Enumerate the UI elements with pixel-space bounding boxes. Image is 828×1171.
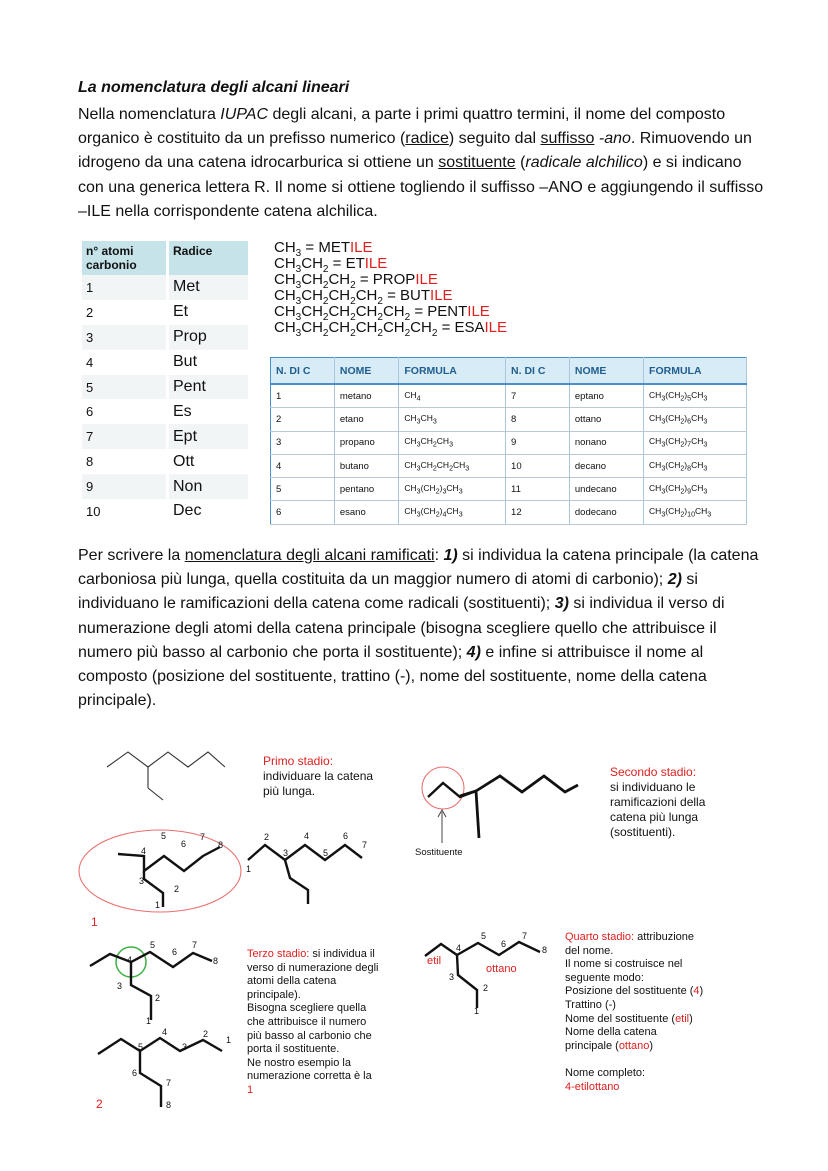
- carbon-number: 1: [474, 1006, 480, 1016]
- suffix-ile: ILE: [430, 286, 453, 304]
- col-header: FORMULA: [399, 358, 506, 385]
- radicale-line: $CH_3CH_2$ = ETILE: [274, 254, 388, 275]
- radicale-line: $CH_3CH_2CH_2CH_2CH_2$ = PENTILE: [274, 302, 490, 323]
- suffix-ile: ILE: [350, 239, 373, 256]
- table-row: 2 etano $CH_3CH_3$ 8 ottano $CH_3(CH_2)_6CH_3$: [271, 408, 747, 431]
- skeletal-chain: [131, 962, 151, 1020]
- col-header: n° atomi carbonio: [82, 241, 168, 275]
- suffix-ile: ILE: [484, 318, 508, 336]
- skeletal-chain: [476, 776, 578, 792]
- table-row: 4 butano $CH_3CH_2CH_2CH_3$ 10 decano $CH_3(CH_2)_8CH_3$: [271, 454, 747, 477]
- carbon-number: 2: [174, 884, 180, 894]
- carbon-number: 7: [522, 931, 528, 941]
- ramificati-paragraph: Per scrivere la nomenclatura degli alcani ramificati: 1) si individua la catena principale (la catena carboniosa più lunga, quella costituita da un maggior numero di atomi di carbonio); 2) si individuano le ramificazioni della catena come radicali (sostituenti); 3) si individua il verso di numerazione degli atomi della catena principale (bisogna scegliere quello che attribuisce il numero più basso al carbonio che porta il sostituente); 4) e infine si attribuisce il nome al composto (posizione del sostituente, trattino (-), nome del sostituente, nome della catena principale).: [78, 547, 759, 710]
- carbon-number: 4: [162, 1027, 168, 1037]
- skeletal-branch: [148, 788, 163, 800]
- carbon-number: 3: [449, 972, 455, 982]
- table-row: 10 Dec: [82, 499, 248, 524]
- carbon-number: 6: [343, 831, 349, 841]
- table-row: 6 Es: [82, 399, 248, 424]
- table-row: 7 Ept: [82, 424, 248, 449]
- etil-label: etil: [427, 955, 442, 967]
- suffix-ile: ILE: [364, 254, 388, 272]
- table-row: 5 pentano $CH_3(CH_2)_3CH_3$ 11 undecano $CH_3(CH_2)_9CH_3$: [271, 478, 747, 501]
- skeletal-branch: [428, 783, 476, 797]
- table-row: 2 Et: [82, 300, 248, 325]
- table-row: 3 Prop: [82, 325, 248, 350]
- carbon-number: 4: [304, 831, 310, 841]
- carbon-number: 2: [155, 993, 161, 1003]
- carbon-number: 8: [218, 840, 224, 850]
- table-row: 3 propano $CH_3CH_2CH_3$ 9 nonano $CH_3(CH_2)_7CH_3$: [271, 431, 747, 454]
- secondo-stadio-title: Secondo stadio:: [610, 765, 697, 779]
- carbon-number: 3: [182, 1042, 188, 1052]
- skeletal-chain: [460, 791, 479, 838]
- table-row: 5 Pent: [82, 375, 248, 400]
- secondo-stadio-line: si individuano le: [610, 780, 696, 794]
- carbon-number: 2: [203, 1029, 209, 1039]
- col-header: NOME: [334, 358, 399, 385]
- table-row: 1 Met: [82, 275, 248, 300]
- col-header: NOME: [569, 358, 643, 385]
- primo-stadio-line: individuare la catena: [263, 769, 374, 783]
- table-row: 6 esano $CH_3(CH_2)_4CH_3$ 12 dodecano $CH_3(CH_2)_{10}CH_3$: [271, 501, 747, 524]
- carbon-number: 1: [246, 864, 252, 874]
- skeletal-chain: [98, 1038, 222, 1054]
- radicale-line: $CH_3CH_2CH_2CH_2CH_2CH_2$ = ESAILE: [274, 318, 508, 339]
- carbon-number: 1: [226, 1035, 232, 1045]
- numbering-label-1: 1: [91, 915, 98, 929]
- col-header: N. DI C: [271, 358, 335, 385]
- suffix-ile: ILE: [467, 302, 490, 320]
- carbon-number: 6: [132, 1068, 138, 1078]
- secondo-stadio-line: (sostituenti).: [610, 825, 676, 839]
- carbon-number: 5: [323, 848, 329, 858]
- numbering-label-2: 2: [96, 1097, 103, 1111]
- radicale-line: $CH_3CH_2CH_2CH_2$ = BUTILE: [274, 286, 453, 307]
- table-row: 1 metano $CH_4$ 7 eptano $CH_3(CH_2)_5CH_3$: [271, 384, 747, 408]
- table-row: 4 But: [82, 350, 248, 375]
- skeletal-chain: [285, 860, 308, 904]
- skeletal-chain: [457, 955, 477, 1008]
- radicale-line: $CH_3CH_2CH_2$ = PROPILE: [274, 270, 438, 291]
- carbon-number: 5: [161, 831, 167, 841]
- primo-stadio-title: Primo stadio:: [263, 754, 334, 768]
- carbon-number: 6: [172, 947, 178, 957]
- carbon-number: 3: [283, 848, 289, 858]
- skeletal-chain: [248, 845, 362, 860]
- skeletal-chain: [118, 847, 220, 871]
- table-row: 9 Non: [82, 474, 248, 499]
- carbon-number: 4: [141, 846, 147, 856]
- col-header: Radice: [168, 241, 249, 275]
- quarto-stadio-text: Quarto stadio: attribuzione del nome. Il nome si costruisce nel seguente modo: Posizione del sostituente (4) Trattino (-) Nome del sostituente (etil) Nome della catena principale (ottano) Nome completo: 4-etilottano: [565, 931, 704, 1093]
- carbon-number: 5: [150, 940, 156, 950]
- carbon-number: 1: [155, 900, 161, 910]
- carbon-number: 8: [166, 1100, 172, 1110]
- carbon-number: 6: [181, 839, 187, 849]
- carbon-number: 4: [127, 955, 133, 965]
- skeletal-chain: [457, 942, 540, 955]
- col-header: FORMULA: [644, 358, 747, 385]
- carbon-number: 8: [213, 956, 219, 966]
- radicale-line: $CH_3$ = METILE: [274, 239, 373, 259]
- col-header: N. DI C: [506, 358, 570, 385]
- sostituente-label: Sostituente: [415, 847, 463, 858]
- carbon-number: 6: [501, 939, 507, 949]
- terzo-stadio-text: Terzo stadio: si individua il verso di numerazione degli atomi della catena principale). Bisogna scegliere quella che attribuisce il numero più basso al carbonio che porta il sostituente. Ne nostro esempio la numerazione corretta è la 1: [247, 948, 379, 1096]
- table-row: 8 Ott: [82, 449, 248, 474]
- carbon-number: 7: [362, 840, 368, 850]
- intro-paragraph: Nella nomenclatura IUPAC degli alcani, a parte i primi quattro termini, il nome del composto organico è costituito da un prefisso numerico (radice) seguito dal suffisso -ano. Rimuovendo un idrogeno da una catena idrocarburica si ottiene un sostituente (radicale alchilico) e si indicano con una generica lettera R. Il nome si ottiene togliendo il suffisso –ANO e aggiungendo il suffisso –ILE nella corrispondente catena alchilica.: [78, 106, 764, 220]
- carbon-number: 7: [192, 940, 198, 950]
- secondo-stadio-line: ramificazioni della: [610, 795, 706, 809]
- carbon-number: 3: [139, 876, 145, 886]
- primo-stadio-line: più lunga.: [263, 784, 316, 798]
- carbon-number: 3: [117, 981, 123, 991]
- secondo-stadio-line: catena più lunga: [610, 810, 699, 824]
- skeletal-chain: [144, 871, 163, 907]
- carbon-number: 4: [456, 943, 462, 953]
- carbon-number: 5: [138, 1042, 144, 1052]
- carbon-number: 8: [542, 945, 548, 955]
- carbon-number: 2: [483, 983, 489, 993]
- carbon-number: 2: [264, 832, 270, 842]
- ottano-label: ottano: [486, 963, 517, 975]
- carbon-number: 1: [146, 1016, 152, 1026]
- carbon-number: 7: [166, 1078, 172, 1088]
- skeletal-chain: [107, 752, 225, 767]
- carbon-number: 5: [481, 931, 487, 941]
- skeletal-chain: [140, 1051, 161, 1107]
- substituent-circle: [422, 767, 464, 809]
- suffix-ile: ILE: [415, 270, 438, 288]
- section-title: La nomenclatura degli alcani lineari: [78, 79, 350, 96]
- skeletal-chain: [90, 952, 212, 967]
- carbon-number: 7: [200, 832, 206, 842]
